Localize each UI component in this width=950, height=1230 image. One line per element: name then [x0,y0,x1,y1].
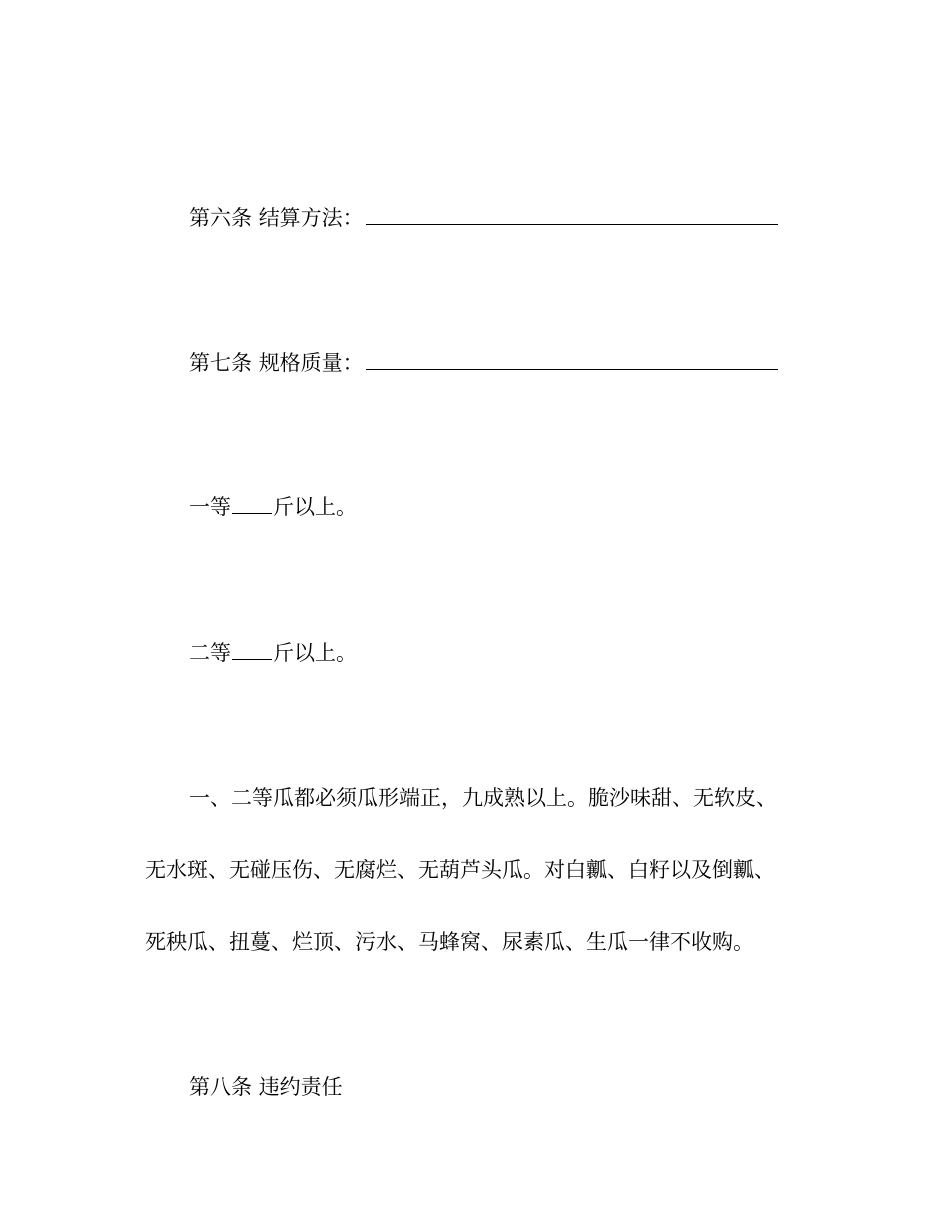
grade-two-prefix: 二等 [189,641,231,665]
clause-eight [145,1072,849,1102]
clause-eight-title: 违约责任 [258,1075,343,1099]
clause-seven-title: 规格质量： [258,351,364,375]
settlement-method-blank[interactable] [366,202,778,225]
grade-two-weight-blank[interactable] [232,639,272,660]
grade-one-line [145,492,849,522]
clause-six-number: 第六条 [189,206,252,230]
clause-seven [145,347,849,378]
grade-two-line [145,638,849,668]
clause-eight-number: 第八条 [189,1075,252,1099]
clause-seven-number: 第七条 [189,351,252,375]
requirements-line-2: 无水斑、无碰压伤、无腐烂、无葫芦头瓜。对白瓤、白籽以及倒瓤、 [145,858,775,882]
requirements-line-1: 一、二等瓜都必须瓜形端正，九成熟以上。脆沙味甜、无软皮、 [189,786,777,810]
grade-one-suffix: 斤以上。 [273,495,357,519]
quality-spec-blank[interactable] [366,347,778,370]
grade-one-prefix: 一等 [189,495,231,519]
grade-one-weight-blank[interactable] [232,493,272,514]
clause-six-title: 结算方法： [258,206,364,230]
clause-six [145,202,849,233]
grade-two-suffix: 斤以上。 [273,641,357,665]
requirements-line-3: 死秧瓜、扭蔓、烂顶、污水、马蜂窝、尿素瓜、生瓜一律不收购。 [145,930,754,954]
